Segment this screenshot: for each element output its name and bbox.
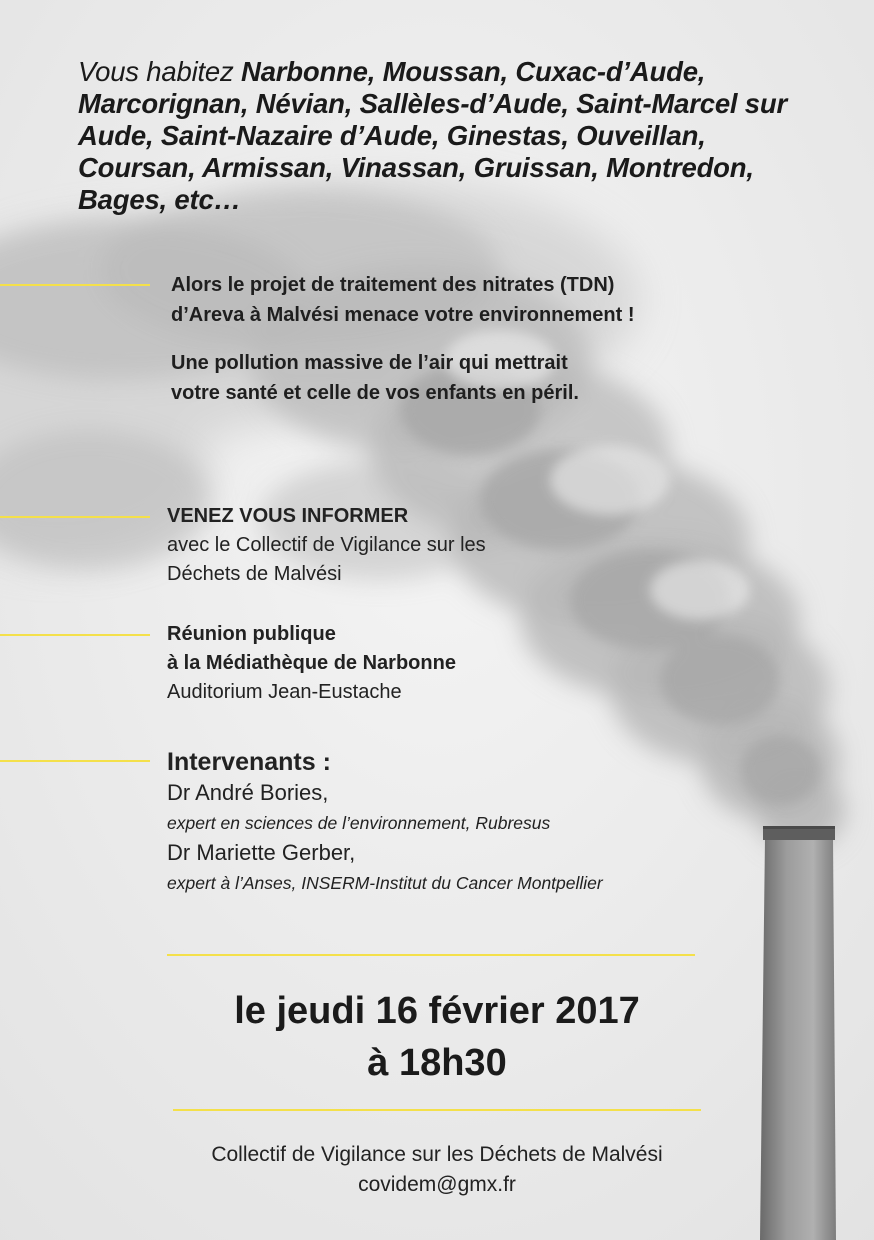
intro-paragraph bbox=[78, 56, 798, 216]
info-title: VENEZ VOUS INFORMER bbox=[167, 505, 409, 527]
info-block bbox=[167, 502, 807, 589]
warning-block bbox=[171, 270, 791, 408]
warning-line: votre santé et celle de vos enfants en péril. bbox=[171, 382, 579, 404]
accent-line bbox=[0, 634, 150, 636]
speakers-block bbox=[167, 746, 807, 898]
info-line: avec le Collectif de Vigilance sur les bbox=[167, 534, 486, 556]
footer-organization: Collectif de Vigilance sur les Déchets de Malvési bbox=[211, 1143, 663, 1166]
speaker-role: expert à l’Anses, INSERM-Institut du Cancer Montpellier bbox=[167, 873, 603, 893]
speaker-role: expert en sciences de l’environnement, Rubresus bbox=[167, 813, 551, 833]
warning-line: d’Areva à Malvési menace votre environnement ! bbox=[171, 304, 635, 326]
warning-line: Alors le projet de traitement des nitrates (TDN) bbox=[171, 274, 615, 296]
intro-towns-list: Narbonne, Moussan, Cuxac-d’Aude, Marcorignan, Névian, Sallèles-d’Aude, Saint-Marcel sur Aude, Saint-Nazaire d’Aude, Ginestas, Ouveillan, Coursan, Armissan, Vinassan, Gruissan, Montredon, Bages, etc… bbox=[78, 56, 787, 215]
accent-line bbox=[167, 954, 695, 956]
info-line: Déchets de Malvési bbox=[167, 563, 342, 585]
intro-lead: Vous habitez bbox=[78, 56, 234, 87]
accent-line bbox=[0, 516, 150, 518]
accent-line bbox=[0, 760, 150, 762]
event-date-block bbox=[0, 985, 874, 1089]
event-time: à 18h30 bbox=[367, 1042, 507, 1084]
accent-line bbox=[173, 1109, 701, 1111]
meeting-block bbox=[167, 620, 807, 707]
meeting-title: Réunion publique bbox=[167, 623, 336, 645]
footer bbox=[0, 1140, 874, 1200]
speakers-title: Intervenants : bbox=[167, 748, 331, 776]
speaker-name: Dr André Bories, bbox=[167, 780, 329, 805]
footer-email[interactable]: covidem@gmx.fr bbox=[358, 1173, 516, 1196]
warning-line: Une pollution massive de l’air qui mettrait bbox=[171, 352, 568, 374]
accent-line bbox=[0, 284, 150, 286]
meeting-room: Auditorium Jean-Eustache bbox=[167, 681, 402, 703]
meeting-venue: à la Médiathèque de Narbonne bbox=[167, 652, 456, 674]
speaker-name: Dr Mariette Gerber, bbox=[167, 840, 356, 865]
event-date: le jeudi 16 février 2017 bbox=[234, 990, 640, 1032]
